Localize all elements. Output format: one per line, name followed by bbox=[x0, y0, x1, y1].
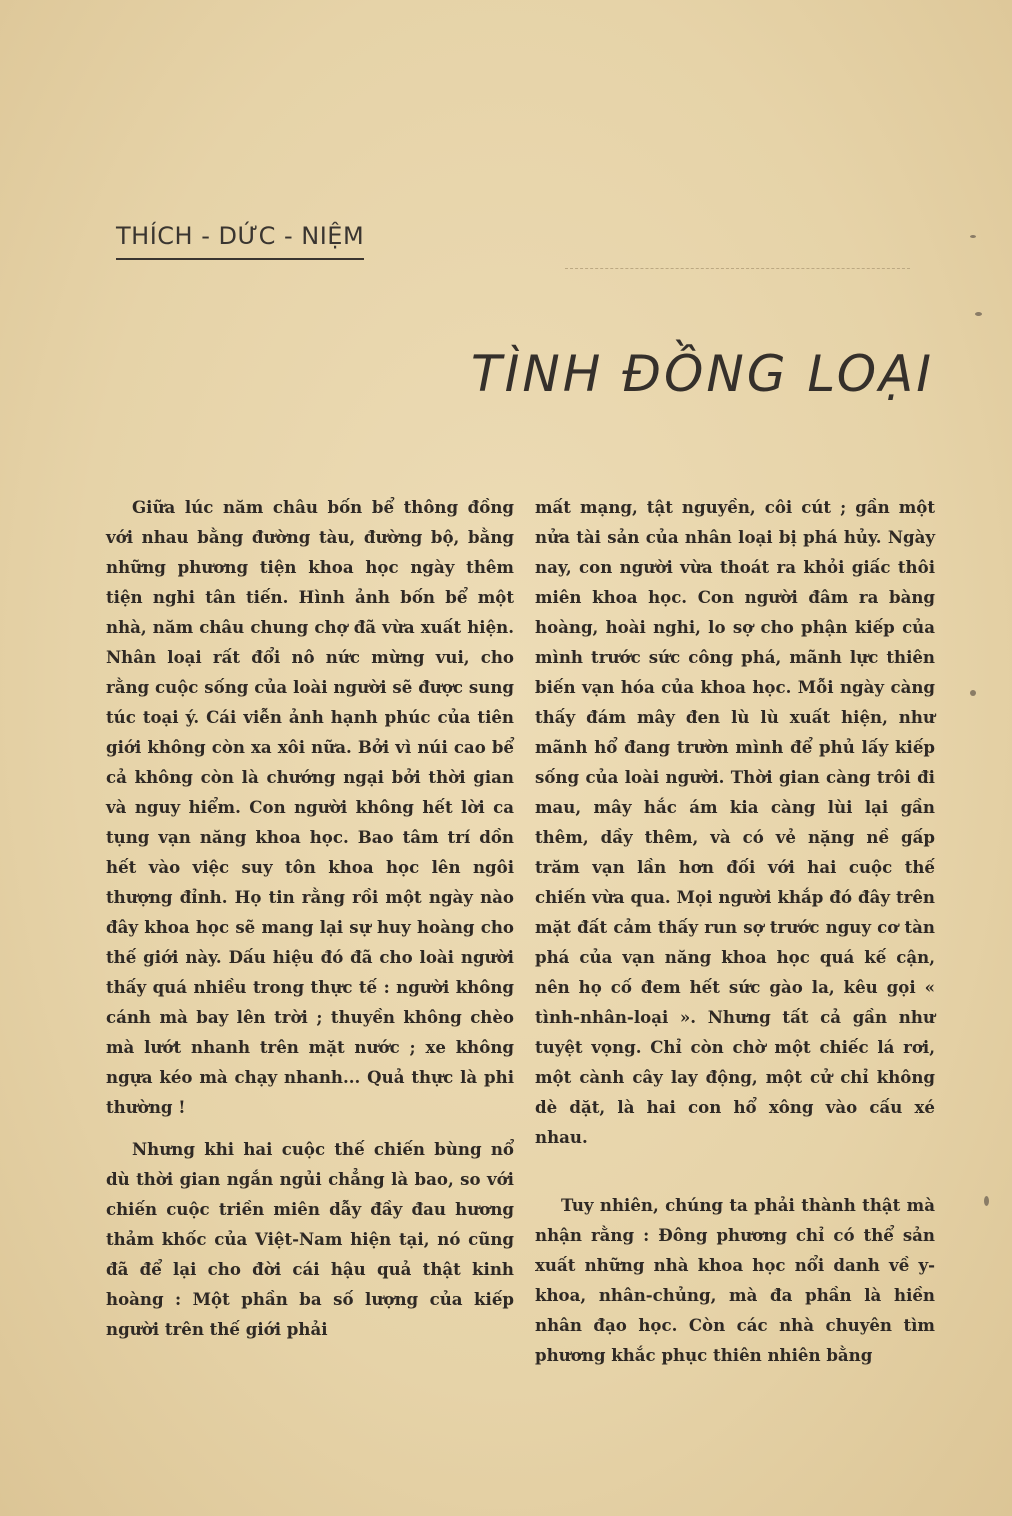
paragraph: mất mạng, tật nguyền, côi cút ; gần một nửa tài sản của nhân loại bị phá hủy. Ngày nay, con người vừa thoát ra khỏi giấc thôi miên khoa học. Con người đâm ra bàng hoàng, hoài nghi, lo sợ cho phận kiếp của mình trước sức công phá, mãnh lực thiên biến vạn hóa của khoa học. Mỗi ngày càng thấy đám mây đen lù lù xuất hiện, như mãnh hổ đang trườn mình để phủ lấy kiếp sống của loài người. Thời gian càng trôi đi mau, mây hắc ám kia càng lùi lại gần thêm, dầy thêm, và có vẻ nặng nề gấp trăm vạn lần hơn đối với hai cuộc thế chiến vừa qua. Mọi người khắp đó đây trên mặt đất cảm thấy run sợ trước nguy cơ tàn phá của vạn năng khoa học quá kế cận, nên họ cố đem hết sức gào la, kêu gọi « tình-nhân-loại ». Nhưng tất cả gần như tuyệt vọng. Chỉ còn chờ một chiếc lá rơi, một cành cây lay động, một cử chỉ không dè dặt, là hai con hổ xông vào cấu xé nhau. bbox=[535, 497, 935, 1147]
paragraph: Tuy nhiên, chúng ta phải thành thật mà nhận rằng : Đông phương chỉ có thể sản xuất những nhà khoa học nổi danh về y-khoa, nhân-chủng, mà đa phần là hiền nhân đạo học. Còn các nhà chuyên tìm phương khắc phục thiên nhiên bằng bbox=[535, 1195, 935, 1365]
faint-dotted-line bbox=[565, 268, 910, 269]
paper-speck bbox=[970, 690, 976, 696]
paragraph: Nhưng khi hai cuộc thế chiến bùng nổ dù thời gian ngắn ngủi chẳng là bao, so với chiến cuộc triền miên dẫy đầy đau hương thảm khốc của Việt-Nam hiện tại, nó cũng đã để lại cho đời cái hậu quả thật kinh hoàng : Một phần ba số lượng của kiếp người trên thế giới phải bbox=[106, 1139, 514, 1339]
article-title: TÌNH ĐỒNG LOẠI bbox=[471, 345, 934, 403]
right-column bbox=[535, 492, 935, 1370]
author-name: THÍCH - DỨC - NIỆM bbox=[116, 222, 364, 260]
paper-speck bbox=[970, 235, 976, 238]
left-column bbox=[106, 492, 514, 1344]
paper-speck bbox=[984, 1196, 989, 1206]
paragraph: Giữa lúc năm châu bốn bể thông đồng với nhau bằng đường tàu, đường bộ, bằng những phương tiện khoa học ngày thêm tiện nghi tân tiến. Hình ảnh bốn bể một nhà, năm châu chung chợ đã vừa xuất hiện. Nhân loại rất đổi nô nức mừng vui, cho rằng cuộc sống của loài người sẽ được sung túc toại ý. Cái viễn ảnh hạnh phúc của tiên giới không còn xa xôi nữa. Bởi vì núi cao bể cả không còn là chướng ngại bởi thời gian và nguy hiểm. Con người không hết lời ca tụng vạn năng khoa học. Bao tâm trí dồn hết vào việc suy tôn khoa học lên ngôi thượng đỉnh. Họ tin rằng rồi một ngày nào đây khoa học sẽ mang lại sự huy hoàng cho thế giới này. Dấu hiệu đó đã cho loài người thấy quá nhiều trong thực tế : người không cánh mà bay lên trời ; thuyền không chèo mà lướt nhanh trên mặt nước ; xe không ngựa kéo mà chạy nhanh... Quả thực là phi thường ! bbox=[106, 497, 514, 1117]
paper-speck bbox=[975, 312, 982, 316]
